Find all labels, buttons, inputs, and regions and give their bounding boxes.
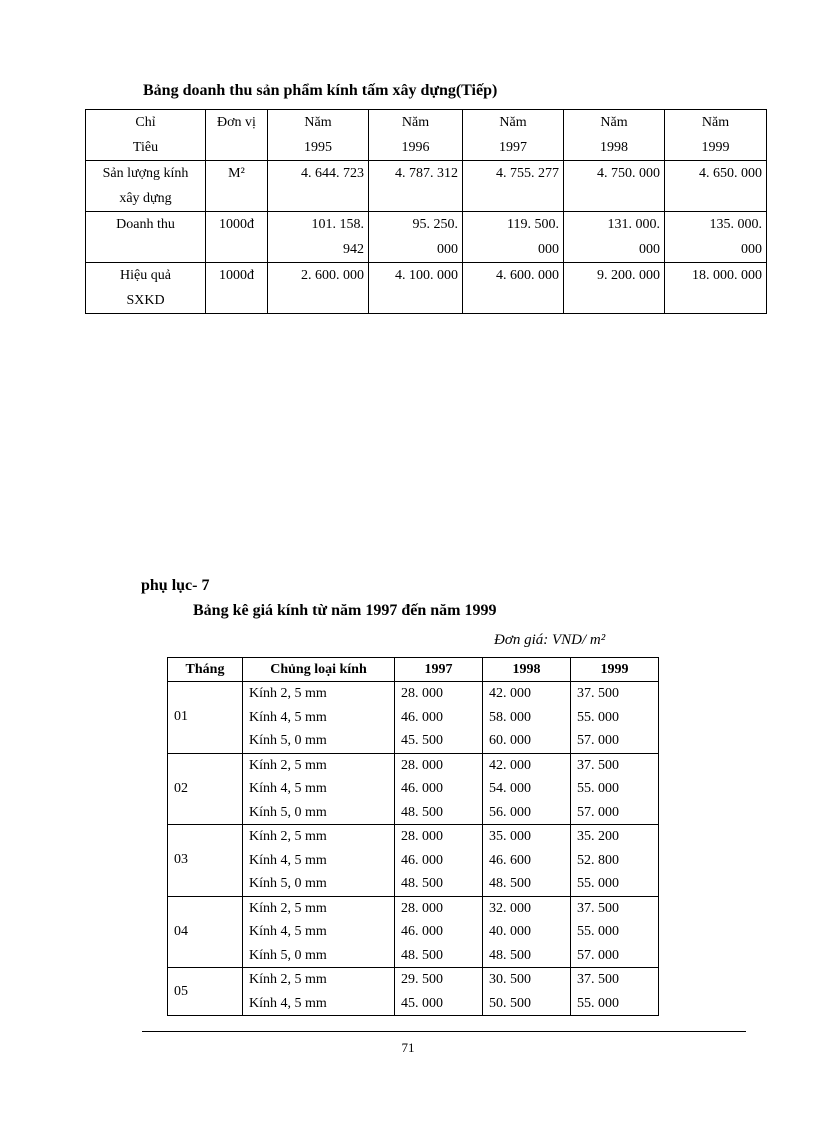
glass-type: Kính 5, 0 mm bbox=[249, 947, 327, 963]
row-label: Doanh thu bbox=[86, 212, 206, 263]
price-value: 52. 800 bbox=[577, 852, 619, 868]
price-value: 37. 500 bbox=[577, 757, 619, 773]
price-cell bbox=[571, 825, 659, 897]
glass-type: Kính 5, 0 mm bbox=[249, 733, 327, 748]
appendix-label: phụ lục- 7 bbox=[141, 577, 210, 594]
glass-type: Kính 4, 5 mm bbox=[249, 995, 327, 1011]
row-unit: 1000đ bbox=[206, 263, 268, 314]
price-table-title: Bảng kê giá kính từ năm 1997 đến năm 1999 bbox=[193, 602, 497, 619]
header-year: Năm 1995 bbox=[268, 110, 369, 161]
price-value: 28. 000 bbox=[401, 900, 443, 916]
header-year: 1999 bbox=[571, 658, 659, 682]
price-value: 55. 000 bbox=[577, 876, 619, 891]
glass-type-cell bbox=[243, 682, 395, 754]
header-year: 1998 bbox=[483, 658, 571, 682]
month-cell: 01 bbox=[168, 682, 243, 754]
price-value: 57. 000 bbox=[577, 804, 619, 820]
price-table bbox=[167, 657, 659, 1016]
price-value: 46. 000 bbox=[401, 924, 443, 939]
value-cell: 4. 600. 000 bbox=[463, 263, 564, 314]
price-value: 54. 000 bbox=[489, 781, 531, 796]
month-cell: 04 bbox=[168, 896, 243, 968]
footer-rule bbox=[142, 1031, 746, 1032]
page-number: 71 bbox=[401, 1040, 415, 1055]
row-unit: M² bbox=[206, 161, 268, 212]
glass-type: Kính 2, 5 mm bbox=[249, 972, 327, 987]
table-row bbox=[86, 212, 767, 263]
month-group-row bbox=[168, 896, 659, 968]
unit-note: Đơn giá: VND/ m² bbox=[494, 632, 606, 648]
price-value: 48. 500 bbox=[489, 947, 531, 963]
price-cell bbox=[571, 753, 659, 825]
price-value: 55. 000 bbox=[577, 781, 619, 796]
price-value: 37. 500 bbox=[577, 686, 619, 701]
glass-type-cell bbox=[243, 825, 395, 897]
price-value: 57. 000 bbox=[577, 733, 619, 748]
price-cell bbox=[395, 896, 483, 968]
price-value: 55. 000 bbox=[577, 924, 619, 939]
price-value: 28. 000 bbox=[401, 829, 443, 844]
price-value: 48. 500 bbox=[489, 876, 531, 891]
value-cell: 95. 250. 000 bbox=[369, 212, 463, 263]
price-value: 60. 000 bbox=[489, 733, 531, 748]
price-value: 40. 000 bbox=[489, 924, 531, 939]
price-cell bbox=[483, 968, 571, 1016]
price-cell bbox=[395, 682, 483, 754]
glass-type: Kính 4, 5 mm bbox=[249, 924, 327, 939]
glass-type-cell bbox=[243, 968, 395, 1016]
header-year: Năm 1996 bbox=[369, 110, 463, 161]
glass-type: Kính 5, 0 mm bbox=[249, 876, 327, 891]
value-cell: 2. 600. 000 bbox=[268, 263, 369, 314]
price-value: 45. 500 bbox=[401, 733, 443, 748]
price-value: 42. 000 bbox=[489, 686, 531, 701]
price-value: 46. 600 bbox=[489, 852, 531, 868]
price-value: 28. 000 bbox=[401, 757, 443, 773]
price-value: 48. 500 bbox=[401, 876, 443, 891]
glass-type: Kính 2, 5 mm bbox=[249, 757, 327, 773]
price-value: 55. 000 bbox=[577, 709, 619, 725]
glass-type-cell bbox=[243, 753, 395, 825]
glass-type: Kính 4, 5 mm bbox=[249, 709, 327, 725]
price-value: 28. 000 bbox=[401, 686, 443, 701]
glass-type: Kính 2, 5 mm bbox=[249, 686, 327, 701]
price-value: 48. 500 bbox=[401, 947, 443, 963]
value-cell: 4. 650. 000 bbox=[665, 161, 767, 212]
value-cell: 4. 755. 277 bbox=[463, 161, 564, 212]
glass-type: Kính 5, 0 mm bbox=[249, 804, 327, 820]
month-cell: 03 bbox=[168, 825, 243, 897]
row-unit: 1000đ bbox=[206, 212, 268, 263]
price-value: 37. 500 bbox=[577, 900, 619, 916]
price-cell bbox=[571, 896, 659, 968]
price-value: 30. 500 bbox=[489, 972, 531, 987]
price-value: 57. 000 bbox=[577, 947, 619, 963]
price-cell bbox=[483, 896, 571, 968]
glass-type: Kính 4, 5 mm bbox=[249, 781, 327, 796]
value-cell: 18. 000. 000 bbox=[665, 263, 767, 314]
table-row bbox=[86, 263, 767, 314]
value-cell: 4. 787. 312 bbox=[369, 161, 463, 212]
price-value: 48. 500 bbox=[401, 804, 443, 820]
header-indicator: Chỉ Tiêu bbox=[86, 110, 206, 161]
price-value: 42. 000 bbox=[489, 757, 531, 773]
value-cell: 131. 000. 000 bbox=[564, 212, 665, 263]
revenue-table bbox=[85, 109, 767, 314]
price-value: 35. 000 bbox=[489, 829, 531, 844]
price-table-header bbox=[168, 658, 659, 682]
glass-type: Kính 2, 5 mm bbox=[249, 829, 327, 844]
value-cell: 4. 750. 000 bbox=[564, 161, 665, 212]
price-value: 35. 200 bbox=[577, 829, 619, 844]
value-cell: 119. 500. 000 bbox=[463, 212, 564, 263]
table-row bbox=[86, 161, 767, 212]
header-glass-type: Chủng loại kính bbox=[243, 658, 395, 682]
value-cell: 4. 644. 723 bbox=[268, 161, 369, 212]
month-group-row bbox=[168, 968, 659, 1016]
price-value: 29. 500 bbox=[401, 972, 443, 987]
price-cell bbox=[483, 682, 571, 754]
glass-type-cell bbox=[243, 896, 395, 968]
header-year: Năm 1998 bbox=[564, 110, 665, 161]
row-label: Hiệu quả SXKD bbox=[86, 263, 206, 314]
glass-type: Kính 4, 5 mm bbox=[249, 852, 327, 868]
month-group-row bbox=[168, 753, 659, 825]
revenue-table-title: Bảng doanh thu sản phẩm kính tấm xây dựng(Tiếp) bbox=[143, 82, 498, 99]
price-cell bbox=[571, 968, 659, 1016]
price-value: 37. 500 bbox=[577, 972, 619, 987]
value-cell: 135. 000. 000 bbox=[665, 212, 767, 263]
month-group-row bbox=[168, 825, 659, 897]
header-month: Tháng bbox=[168, 658, 243, 682]
price-value: 46. 000 bbox=[401, 852, 443, 868]
price-cell bbox=[395, 825, 483, 897]
glass-type: Kính 2, 5 mm bbox=[249, 900, 327, 916]
price-cell bbox=[483, 825, 571, 897]
price-value: 50. 500 bbox=[489, 995, 531, 1011]
month-group-row bbox=[168, 682, 659, 754]
value-cell: 9. 200. 000 bbox=[564, 263, 665, 314]
price-value: 46. 000 bbox=[401, 709, 443, 725]
header-unit: Đơn vị bbox=[206, 110, 268, 161]
row-label: Sản lượng kính xây dựng bbox=[86, 161, 206, 212]
header-year: 1997 bbox=[395, 658, 483, 682]
price-value: 58. 000 bbox=[489, 709, 531, 725]
price-value: 55. 000 bbox=[577, 995, 619, 1011]
price-value: 46. 000 bbox=[401, 781, 443, 796]
month-cell: 05 bbox=[168, 968, 243, 1016]
month-cell: 02 bbox=[168, 753, 243, 825]
revenue-table-header bbox=[86, 110, 767, 161]
price-value: 45. 000 bbox=[401, 995, 443, 1011]
header-year: Năm 1999 bbox=[665, 110, 767, 161]
price-cell bbox=[395, 753, 483, 825]
value-cell: 101. 158. 942 bbox=[268, 212, 369, 263]
value-cell: 4. 100. 000 bbox=[369, 263, 463, 314]
price-cell bbox=[483, 753, 571, 825]
price-value: 32. 000 bbox=[489, 900, 531, 916]
price-value: 56. 000 bbox=[489, 804, 531, 820]
price-cell bbox=[571, 682, 659, 754]
header-year: Năm 1997 bbox=[463, 110, 564, 161]
price-cell bbox=[395, 968, 483, 1016]
